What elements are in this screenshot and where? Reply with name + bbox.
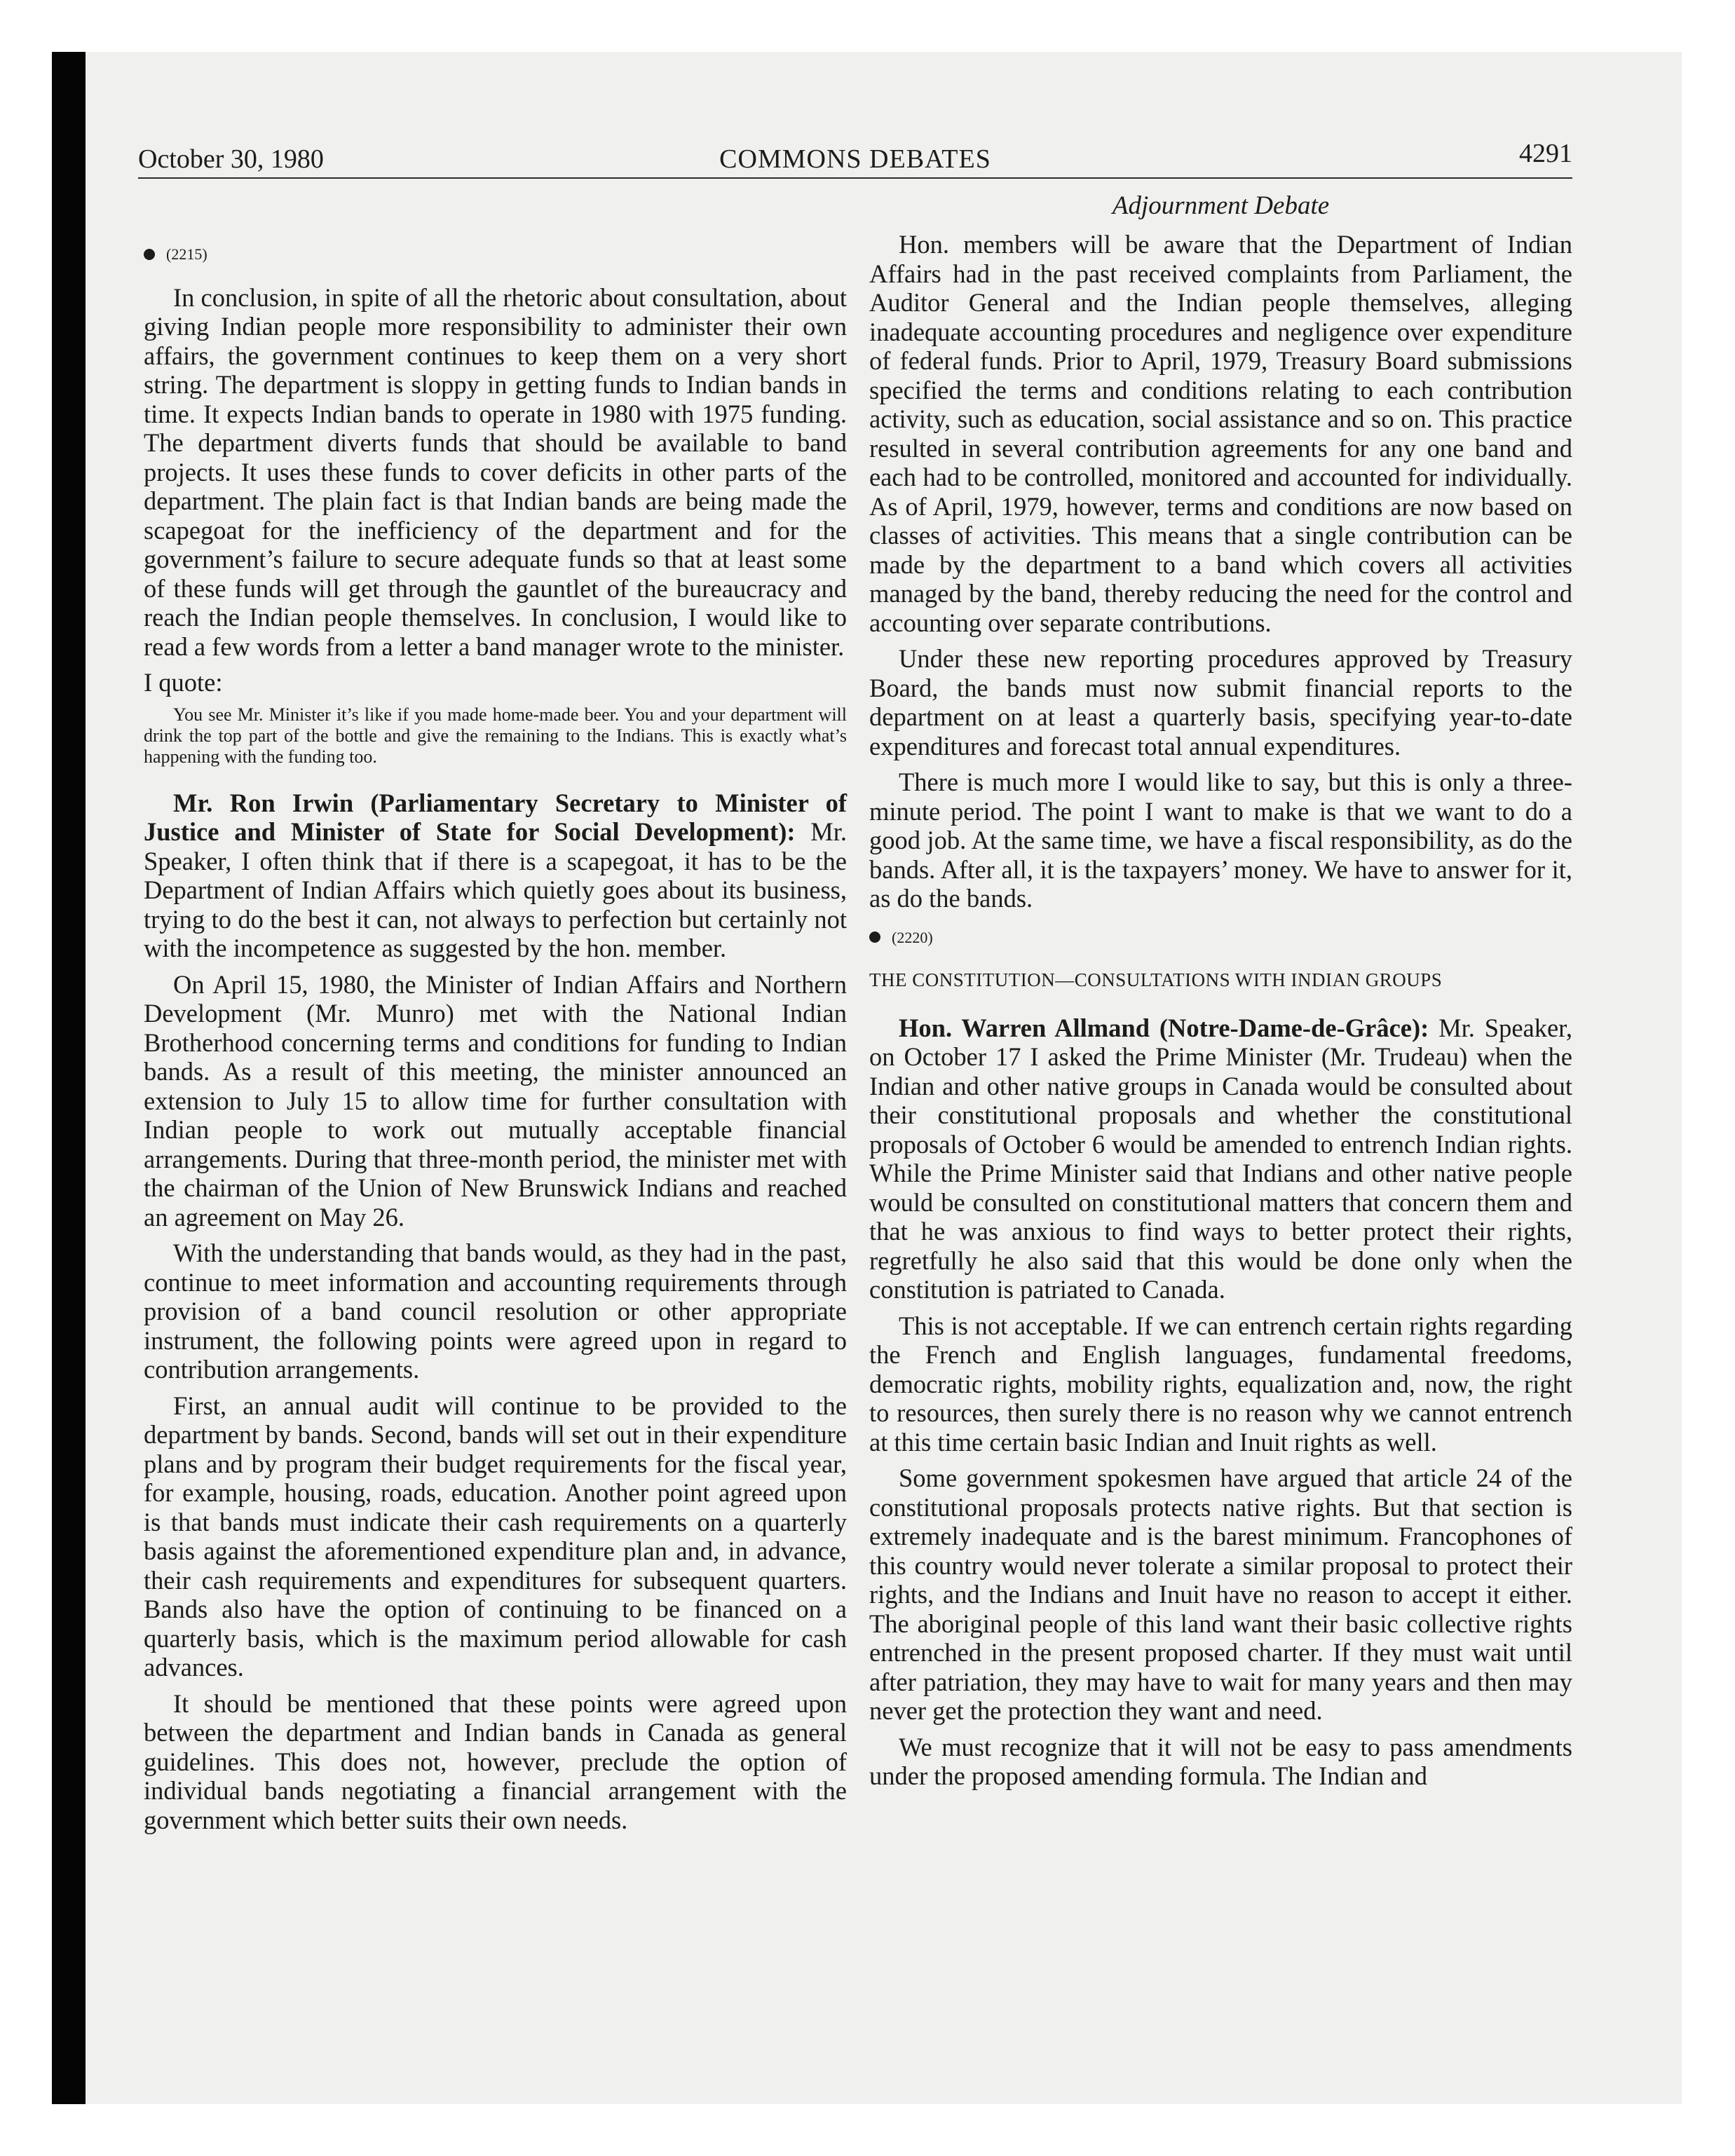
paragraph: On April 15, 1980, the Minister of Indian Affairs and Northern Development (Mr. Munro) met with the National Indian Brotherhood concerning terms and conditions for funding to Indian bands. As a result of this meeting, the minister announced an extension to July 15 to allow time for further consultation with Indian people to work out mutually acceptable financial arrangements. During that three-month period, the minister met with the chairman of the Union of New Brunswick Indians and reached an agreement on May 26. (144, 969, 847, 1231)
paragraph: There is much more I would like to say, but this is only a three-minute period. The point I want to make is that we want to do a good job. At the same time, we have a fiscal responsibility, as do the bands. After all, it is the taxpayers’ money. We have to answer for it, as do the bands. (869, 767, 1572, 913)
time-marker-label: (2215) (166, 245, 207, 263)
bullet-icon (869, 932, 880, 943)
speaker-name: Hon. Warren Allmand (Notre-Dame-de-Grâce): (899, 1013, 1429, 1042)
time-marker (869, 923, 1572, 953)
speech-text: Mr. Speaker, I often think that if there is a scapegoat, it has to be the Department of Indian Affairs which quietly goes about its business, trying to do the best it can, not always to perfection but certainly not with the incompetence as suggested by the hon. member. (144, 817, 847, 962)
page-number: 4291 (1519, 139, 1572, 168)
running-head: Adjournment Debate (1112, 191, 1330, 220)
paragraph: I quote: (144, 668, 223, 697)
left-column (144, 230, 847, 1841)
speaker-paragraph (144, 789, 847, 963)
paragraph: It should be mentioned that these points were agreed upon between the department and Indian bands in Canada as general guidelines. This does not, however, preclude the option of individual bands negotiating a financial arrangement with the government which better suits their own needs. (144, 1688, 847, 1834)
speech-text: Mr. Speaker, on October 17 I asked the Prime Minister (Mr. Trudeau) when the Indian and other native groups in Canada would be consulted about their constitutional proposals and whether the constitutional proposals of October 6 would be amended to entrench Indian rights. While the Prime Minister said that Indians and other native people would be consulted on constitutional matters that concern them and that he was anxious to find ways to better protect their rights, regretfully he also said that this would be done only when the constitution is patriated to Canada. (869, 1013, 1573, 1304)
right-column (869, 230, 1572, 1798)
speaker-name: Mr. Ron Irwin (Parliamentary Secretary to Minister of Justice and Minister of State for Social Development): (144, 788, 847, 846)
paragraph: Under these new reporting procedures approved by Treasury Board, the bands must now submit financial reports to the department on at least a quarterly basis, specifying year-to-date expenditures and forecast total annual expenditures. (869, 644, 1572, 760)
header-rule (138, 177, 1572, 179)
speaker-paragraph (869, 1014, 1572, 1304)
section-heading: THE CONSTITUTION—CONSULTATIONS WITH INDIAN GROUPS (869, 969, 1443, 990)
paragraph: Some government spokesmen have argued that article 24 of the constitutional proposals protects native rights. But that section is extremely inadequate and is the barest minimum. Francophones of this country would never tolerate a similar proposal to protect their rights, and the Indians and Inuit have no reason to accept it either. The aboriginal people of this land want their basic collective rights entrenched in the present proposed charter. If they must wait until after patriation, they may have to wait for many years and then may never get the protection they want and need. (869, 1464, 1572, 1725)
paragraph: This is not acceptable. If we can entrench certain rights regarding the French and English languages, fundamental freedoms, democratic rights, mobility rights, equalization and, now, the right to resources, then surely there is no reason why we cannot entrench at this time certain basic Indian and Inuit rights as well. (869, 1311, 1572, 1456)
paragraph: With the understanding that bands would, as they had in the past, continue to meet information and accounting requirements through provision of a band council resolution or other appropriate instrument, the following points were agreed upon in regard to contribution arrangements. (144, 1239, 847, 1384)
paragraph: We must recognize that it will not be easy to pass amendments under the proposed amending formula. The Indian and (869, 1732, 1572, 1790)
page-header (138, 137, 1572, 179)
block-quote: You see Mr. Minister it’s like if you made home-made beer. You and your department will drink the top part of the bottle and give the remaining to the Indians. This is exactly what’s happening with the funding too. (144, 704, 847, 767)
bullet-icon (144, 249, 155, 260)
paragraph: First, an annual audit will continue to be provided to the department by bands. Second, bands will set out in their expenditure plans and by program their budget requirements for the fiscal year, for example, housing, roads, education. Another point agreed upon is that bands must indicate their cash requirements on a quarterly basis against the aforementioned expenditure plan and, in advance, their cash requirements and expenditures for subsequent quarters. Bands also have the option of continuing to be financed on a quarterly basis, which is the maximum period allowable for cash advances. (144, 1391, 847, 1681)
binding-edge (52, 52, 86, 2104)
time-marker (144, 240, 847, 269)
paragraph: In conclusion, in spite of all the rhetoric about consultation, about giving Indian people more responsibility to administer their own affairs, the government continues to keep them on a very short string. The department is sloppy in getting funds to Indian bands in time. It expects Indian bands to operate in 1980 with 1975 funding. The department diverts funds that should be available to band projects. It uses these funds to cover deficits in other parts of the department. The plain fact is that Indian bands are being made the scapegoat for the inefficiency of the department and for the government’s failure to secure adequate funds so that at least some of these funds will get through the gauntlet of the bureaucracy and reach the Indian people themselves. In conclusion, I would like to read a few words from a letter a band manager wrote to the minister. (144, 282, 847, 661)
paragraph: Hon. members will be aware that the Department of Indian Affairs had in the past received complaints from Parliament, the Auditor General and the Indian people themselves, alleging inadequate accounting procedures and negligence over expenditure of federal funds. Prior to April, 1979, Treasury Board submissions specified the terms and conditions relating to each contribution activity, such as education, social assistance and so on. This practice resulted in several contribution agreements for any one band and each had to be controlled, monitored and accounted for individually. As of April, 1979, however, terms and conditions are now based on classes of activities. This means that a single contribution can be made by the department to a band which covers all activities managed by the band, thereby reducing the need for the control and accounting over separate contributions. (869, 230, 1572, 637)
time-marker-label: (2220) (892, 928, 933, 946)
header-publication: COMMONS DEBATES (719, 144, 991, 174)
header-date: October 30, 1980 (138, 144, 324, 174)
